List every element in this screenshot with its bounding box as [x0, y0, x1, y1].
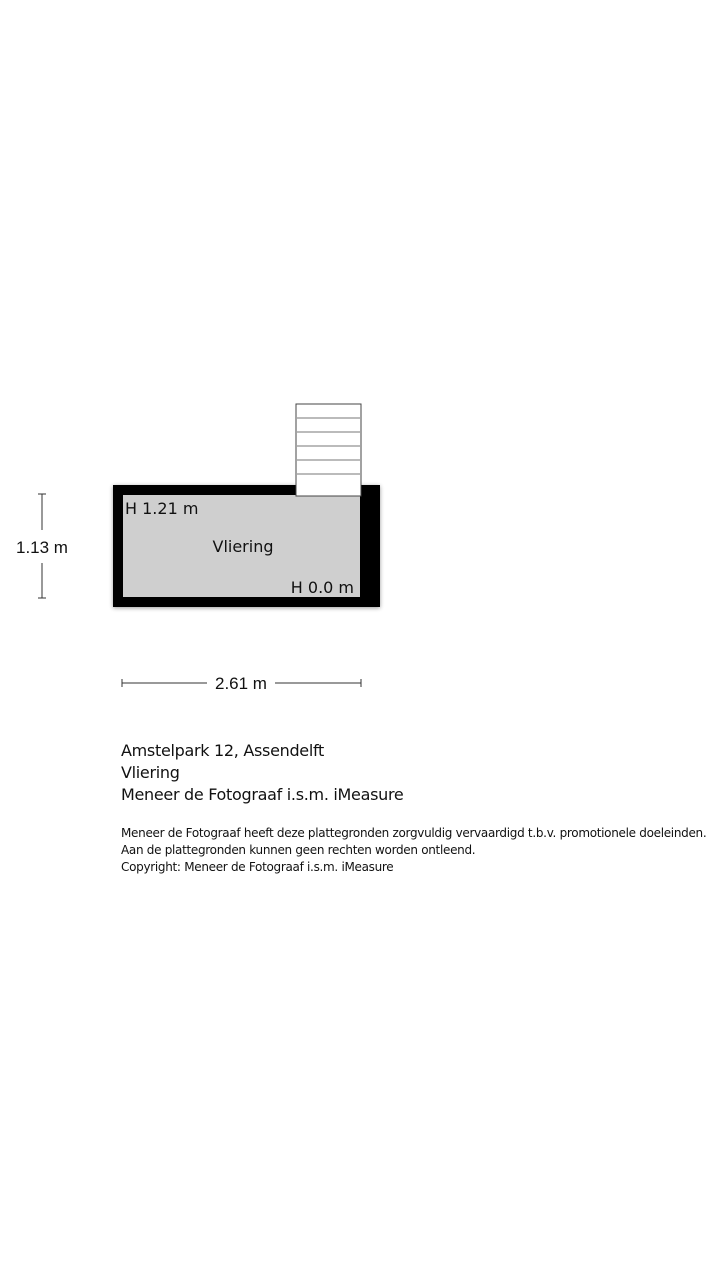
plan-info — [121, 740, 711, 876]
width-dimension-label: 2.61 m — [215, 674, 267, 693]
credit: Meneer de Fotograaf i.s.m. iMeasure — [121, 785, 404, 804]
room-name-label: Vliering — [212, 537, 274, 556]
copyright: Copyright: Meneer de Fotograaf i.s.m. iMeasure — [121, 860, 394, 874]
depth-dimension-label: 1.13 m — [16, 538, 68, 557]
floor-name: Vliering — [121, 763, 180, 782]
address: Amstelpark 12, Assendelft — [121, 741, 325, 760]
height-max-label: H 1.21 m — [125, 499, 199, 518]
staircase — [296, 404, 361, 496]
height-min-label: H 0.0 m — [290, 578, 354, 597]
disclaimer-line-2: Aan de plattegronden kunnen geen rechten worden ontleend. — [121, 843, 476, 857]
disclaimer-block — [121, 825, 711, 876]
disclaimer-line-1: Meneer de Fotograaf heeft deze plattegronden zorgvuldig vervaardigd t.b.v. promotionele doeleinden. — [121, 826, 707, 840]
